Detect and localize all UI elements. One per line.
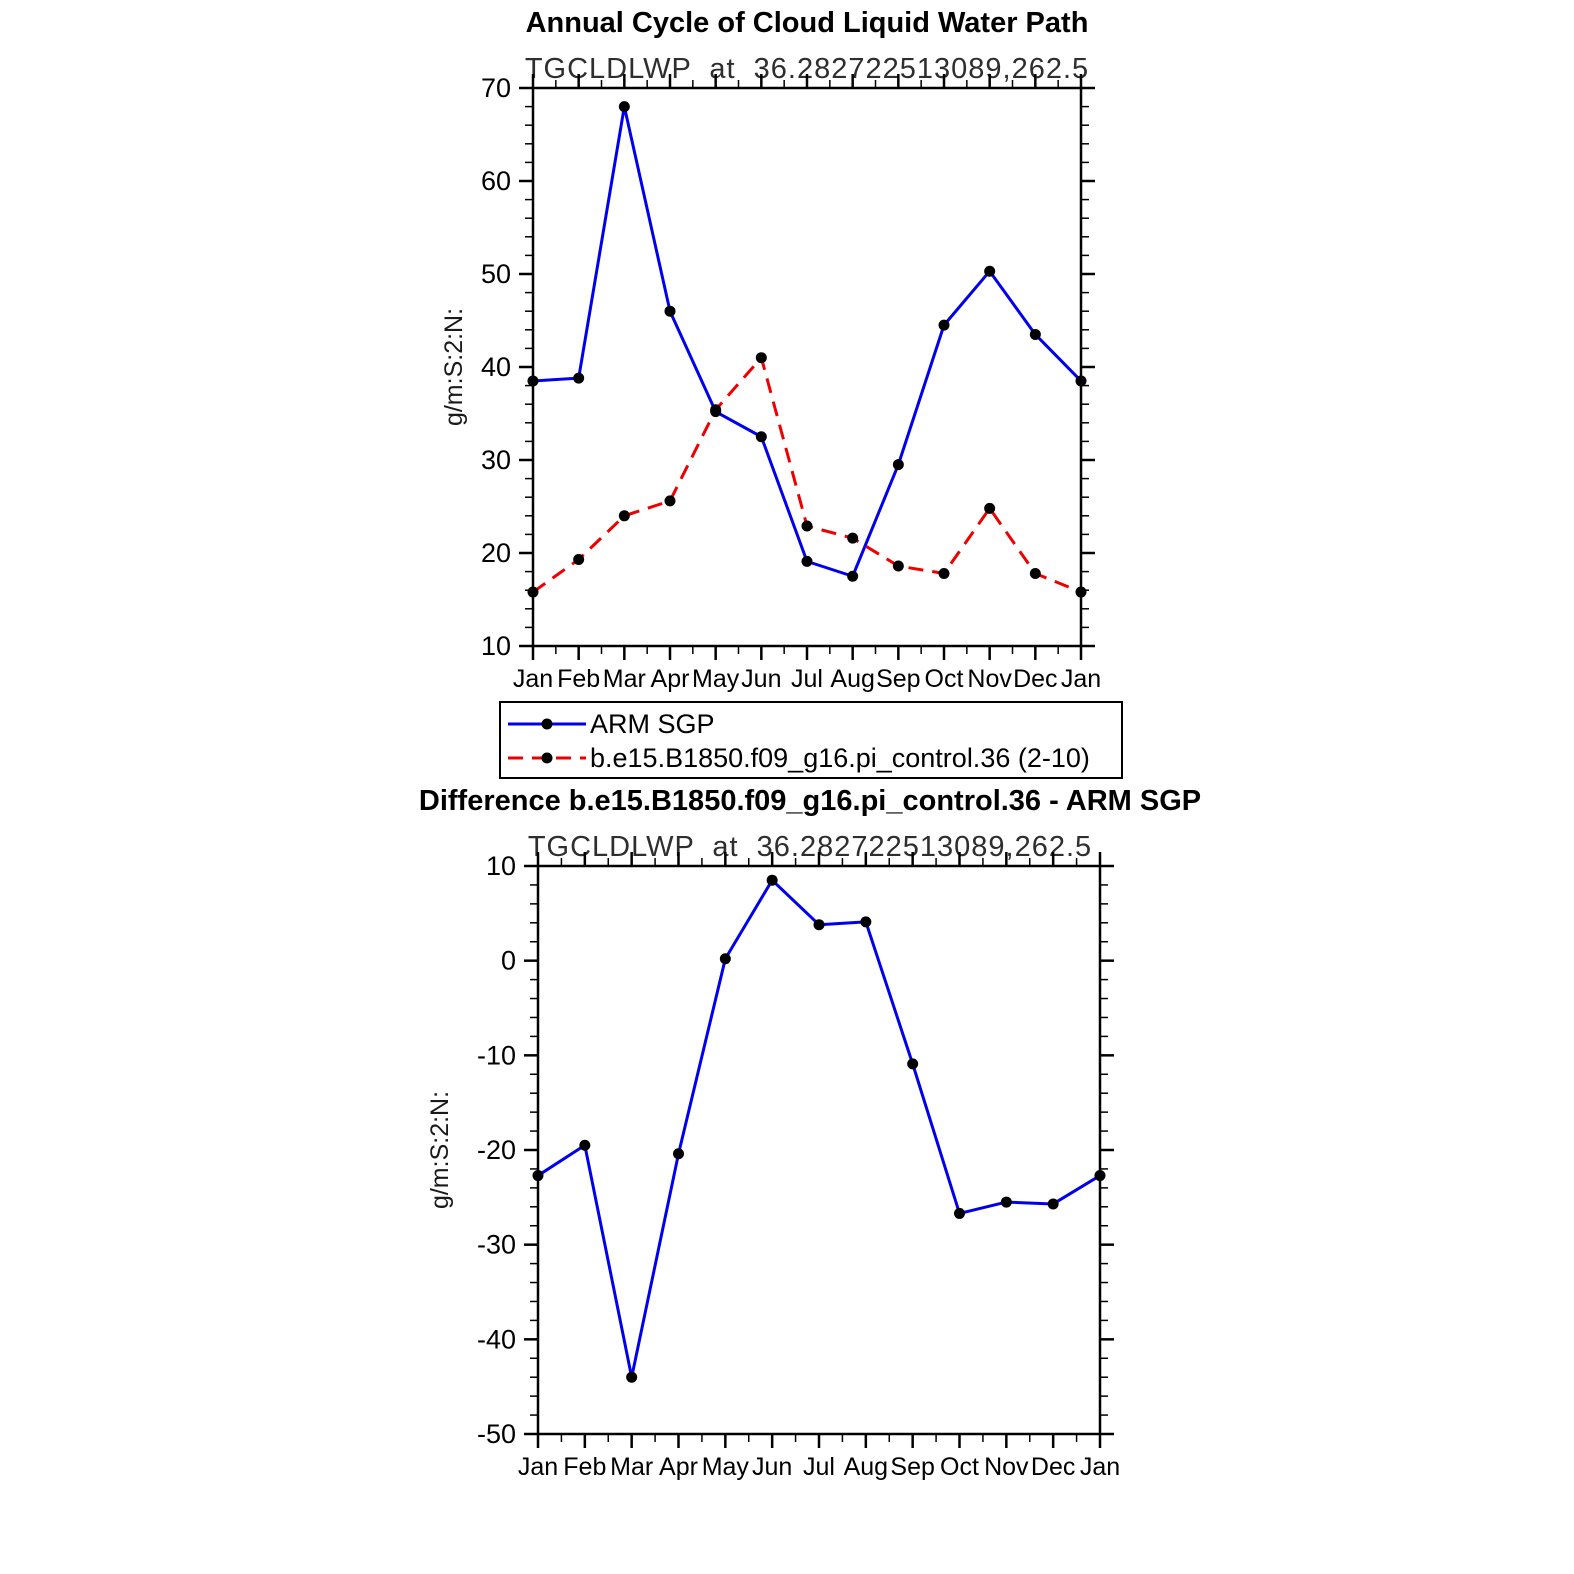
y-tick-label: 60: [480, 166, 511, 196]
chart1-y-axis-title: g/m:S:2:N:: [440, 307, 468, 427]
data-point-marker: [814, 919, 825, 930]
x-tick-label: Mar: [610, 1453, 654, 1481]
y-tick-label: -20: [476, 1135, 516, 1165]
data-point-marker: [847, 571, 858, 582]
data-point-marker: [1076, 587, 1087, 598]
data-point-marker: [573, 554, 584, 565]
x-tick-label: Jan: [517, 1453, 559, 1481]
y-tick-label: -30: [476, 1229, 516, 1260]
data-point-marker: [847, 533, 858, 544]
x-tick-label: Jun: [741, 665, 782, 693]
x-tick-label: Apr: [650, 665, 690, 693]
data-point-marker: [626, 1372, 637, 1383]
x-tick-label: Oct: [940, 1453, 979, 1481]
chart2-y-axis-title: g/m:S:2:N:: [426, 1090, 454, 1210]
data-point-marker: [1048, 1198, 1059, 1209]
legend-label: b.e15.B1850.f09_g16.pi_control.36 (2-10): [590, 743, 1090, 773]
y-tick-label: 30: [480, 445, 511, 475]
data-point-marker: [619, 510, 630, 521]
x-tick-label: Sep: [890, 1453, 935, 1481]
x-tick-label: Aug: [830, 665, 875, 693]
x-tick-label: Dec: [1013, 665, 1058, 693]
x-tick-label: Aug: [843, 1453, 889, 1481]
y-tick-label: 40: [480, 352, 511, 382]
chart1-title: Annual Cycle of Cloud Liquid Water Path: [525, 7, 1089, 39]
chart1-plot-area: [481, 73, 1101, 693]
data-point-marker: [767, 875, 778, 886]
data-point-marker: [1001, 1197, 1012, 1208]
y-tick-label: -40: [476, 1324, 516, 1355]
data-point-marker: [939, 568, 950, 579]
x-tick-label: Nov: [984, 1453, 1029, 1481]
y-tick-label: 0: [500, 945, 516, 976]
data-point-marker: [673, 1148, 684, 1159]
x-tick-label: Apr: [659, 1453, 698, 1481]
x-tick-label: Oct: [924, 665, 964, 693]
chart2-plot-area: [477, 851, 1120, 1481]
x-tick-label: Sep: [876, 665, 921, 693]
data-point-marker: [1095, 1170, 1106, 1181]
data-point-marker: [802, 521, 813, 532]
x-tick-label: Nov: [967, 665, 1012, 693]
legend: [500, 702, 1122, 778]
plot-frame: [538, 866, 1100, 1434]
data-point-marker: [893, 459, 904, 470]
chart2-title: Difference b.e15.B1850.f09_g16.pi_control.36 - ARM SGP: [418, 785, 1202, 817]
chart1-subtitle: TGCLDLWP at 36.282722513089,262.5: [524, 53, 1090, 85]
data-point-marker: [893, 561, 904, 572]
data-point-marker: [665, 495, 676, 506]
data-point-marker: [533, 1170, 544, 1181]
y-tick-label: -50: [476, 1419, 516, 1449]
x-tick-label: Jan: [1079, 1453, 1121, 1481]
data-point-marker: [756, 352, 767, 363]
x-tick-label: Jan: [1060, 665, 1102, 693]
x-tick-label: Dec: [1030, 1453, 1076, 1481]
data-point-marker: [528, 587, 539, 598]
series-line: [533, 107, 1081, 577]
data-point-marker: [954, 1208, 965, 1219]
data-point-marker: [802, 556, 813, 567]
data-point-marker: [579, 1140, 590, 1151]
data-point-marker: [939, 320, 950, 331]
x-tick-label: Feb: [563, 1453, 607, 1481]
data-point-marker: [665, 306, 676, 317]
x-tick-label: Jul: [803, 1453, 835, 1481]
data-point-marker: [1076, 375, 1087, 386]
x-tick-label: Mar: [602, 665, 646, 693]
data-point-marker: [756, 431, 767, 442]
x-tick-label: May: [692, 665, 740, 693]
legend-sample-marker: [542, 719, 553, 730]
x-tick-label: May: [701, 1453, 749, 1481]
data-point-marker: [573, 373, 584, 384]
x-tick-label: Jun: [752, 1453, 793, 1481]
y-tick-label: 10: [485, 851, 516, 881]
series-line: [538, 880, 1100, 1377]
data-point-marker: [1030, 568, 1041, 579]
data-point-marker: [619, 101, 630, 112]
data-point-marker: [1030, 329, 1041, 340]
data-point-marker: [907, 1058, 918, 1069]
y-tick-label: 20: [480, 538, 511, 568]
data-point-marker: [984, 266, 995, 277]
data-point-marker: [720, 953, 731, 964]
data-point-marker: [528, 375, 539, 386]
chart2-subtitle: TGCLDLWP at 36.282722513089,262.5: [527, 831, 1093, 863]
y-tick-label: -10: [476, 1040, 516, 1071]
x-tick-label: Feb: [557, 665, 601, 693]
legend-sample-marker: [542, 753, 553, 764]
data-point-marker: [710, 404, 721, 415]
y-tick-label: 10: [480, 631, 511, 661]
legend-label: ARM SGP: [590, 709, 715, 739]
data-point-marker: [860, 916, 871, 927]
y-tick-label: 50: [480, 259, 511, 289]
y-tick-label: 70: [480, 73, 511, 103]
data-point-marker: [984, 503, 995, 514]
x-tick-label: Jul: [791, 665, 823, 693]
x-tick-label: Jan: [512, 665, 554, 693]
